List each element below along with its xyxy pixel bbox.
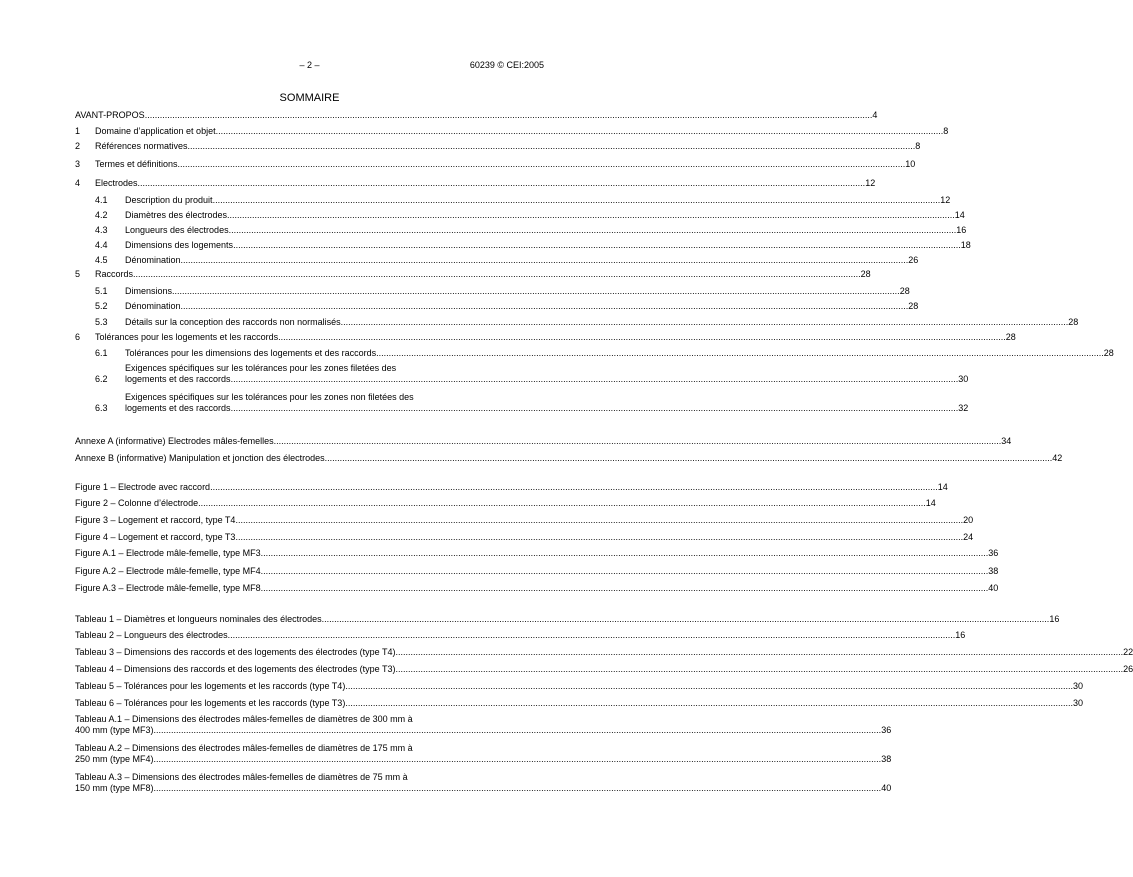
toc-subsection-entry[interactable] [75,363,969,385]
toc-label-continued: 150 mm (type MF8) [75,783,154,793]
toc-page-number: 14 [925,498,936,508]
toc-page-number: 22 [1123,647,1133,657]
toc-label: Dénomination [125,255,181,265]
toc-leader-dots [261,583,989,594]
toc-leader-dots [181,301,909,312]
toc-number: 1 [75,126,81,136]
toc-page-number: 12 [940,195,951,205]
toc-page-number: 24 [963,532,974,542]
toc-leader-dots [261,566,989,577]
toc-page-number: 8 [915,141,921,151]
toc-label: Figure 2 – Colonne d’électrode [75,498,199,508]
toc-label: Raccords [95,269,134,279]
toc-leader-dots [322,614,1050,625]
toc-number: 4.4 [95,240,108,250]
toc-subsection-entry[interactable] [75,301,919,312]
toc-leader-dots [231,403,959,414]
toc-table-entry[interactable] [75,698,1083,709]
toc-leader-dots [154,725,882,736]
toc-number: 6 [75,332,81,342]
toc-leader-dots [233,240,961,251]
toc-leader-dots [376,348,1104,359]
toc-subsection-entry[interactable] [75,195,951,206]
toc-page-number: 30 [958,374,969,384]
toc-leader-dots [178,159,906,170]
toc-page-number: 38 [988,566,999,576]
toc-number: 4 [75,178,81,188]
toc-leader-dots [210,482,938,493]
toc-leader-dots [154,754,882,765]
toc-label-continued: logements et des raccords [125,403,231,413]
toc-label: Domaine d’application et objet [95,126,216,136]
toc-leader-dots [229,225,957,236]
toc-subsection-entry[interactable] [75,225,967,236]
toc-label: Tableau A.1 – Dimensions des électrodes mâles-femelles de diamètres de 300 mm à [75,714,413,724]
toc-leader-dots [138,178,866,189]
toc-number: 5.1 [95,286,108,296]
toc-section-entry[interactable] [75,269,871,280]
toc-leader-dots [216,126,944,137]
toc-section-entry[interactable] [75,110,878,121]
toc-label: Exigences spécifiques sur les tolérances pour les zones non filetées des [125,392,414,402]
toc-label: Figure 4 – Logement et raccord, type T3 [75,532,236,542]
toc-page-number: 34 [1001,436,1012,446]
toc-label: Tableau 5 – Tolérances pour les logements et les raccords (type T4) [75,681,346,691]
toc-subsection-entry[interactable] [75,392,969,414]
toc-table-entry[interactable] [75,772,892,794]
toc-page-number: 14 [954,210,965,220]
toc-page-number: 14 [937,482,948,492]
toc-subsection-entry[interactable] [75,348,1114,359]
toc-page-number: 12 [865,178,876,188]
toc-table-entry[interactable] [75,614,1060,625]
toc-page-number: 28 [1103,348,1114,358]
toc-page-number: 16 [956,225,967,235]
toc-label: Dimensions [125,286,173,296]
toc-table-entry[interactable] [75,647,1133,658]
toc-label: Détails sur la conception des raccords non normalisés [125,317,341,327]
toc-label: Dénomination [125,301,181,311]
toc-number: 4.5 [95,255,108,265]
toc-figure-entry[interactable] [75,482,948,493]
toc-page-number: 28 [860,269,871,279]
toc-leader-dots [345,698,1073,709]
toc-leader-dots [228,630,956,641]
toc-subsection-entry[interactable] [75,240,971,251]
toc-leader-dots [188,141,916,152]
toc-number: 6.1 [95,348,108,358]
toc-label: Tableau A.2 – Dimensions des électrodes mâles-femelles de diamètres de 175 mm à [75,743,413,753]
toc-section-entry[interactable] [75,332,1016,343]
toc-leader-dots [181,255,909,266]
toc-figure-entry[interactable] [75,515,974,526]
toc-number: 6.3 [95,403,108,413]
toc-page-number: 40 [881,783,892,793]
toc-label-continued: 400 mm (type MF3) [75,725,154,735]
toc-table-entry[interactable] [75,681,1083,692]
toc-number: 5.2 [95,301,108,311]
toc-page-number: 16 [955,630,966,640]
toc-label: Tableau 6 – Tolérances pour les logements et les raccords (type T3) [75,698,346,708]
toc-figure-entry[interactable] [75,498,936,509]
toc-figure-entry[interactable] [75,532,974,543]
toc-label: Annexe A (informative) Electrodes mâles-femelles [75,436,274,446]
toc-annex-entry[interactable] [75,436,1012,447]
toc-label: Tableau 2 – Longueurs des électrodes [75,630,228,640]
toc-label: AVANT-PROPOS [75,110,145,120]
toc-leader-dots [235,532,963,543]
toc-leader-dots [227,210,955,221]
toc-page-number: 16 [1049,614,1060,624]
page-title: SOMMAIRE [279,92,340,104]
toc-label: Tolérances pour les logements et les raccords [95,332,279,342]
toc-figure-entry[interactable] [75,548,999,559]
toc-leader-dots [261,548,989,559]
toc-leader-dots [235,515,963,526]
toc-section-entry[interactable] [75,178,876,189]
toc-leader-dots [198,498,926,509]
page-number: – 2 – [299,60,320,70]
toc-label: Annexe B (informative) Manipulation et jonction des électrodes [75,453,325,463]
toc-page-number: 26 [908,255,919,265]
toc-leader-dots [341,317,1069,328]
toc-number: 2 [75,141,81,151]
toc-label: Références normatives [95,141,188,151]
toc-label: Figure A.2 – Electrode mâle-femelle, type MF4 [75,566,261,576]
toc-leader-dots [345,681,1073,692]
toc-annex-entry[interactable] [75,453,1063,464]
toc-page-number: 10 [905,159,916,169]
toc-subsection-entry[interactable] [75,255,919,266]
toc-label: Tableau 4 – Dimensions des raccords et des logements des électrodes (type T3) [75,664,396,674]
toc-leader-dots [274,436,1002,447]
toc-page-number: 36 [881,725,892,735]
toc-label-continued: 250 mm (type MF4) [75,754,154,764]
toc-label: Tolérances pour les dimensions des logements et des raccords [125,348,377,358]
toc-figure-entry[interactable] [75,583,999,594]
toc-leader-dots [325,453,1053,464]
toc-leader-dots [396,647,1124,658]
toc-label: Longueurs des électrodes [125,225,229,235]
toc-leader-dots [396,664,1124,675]
toc-page-number: 28 [899,286,910,296]
toc-number: 5 [75,269,81,279]
toc-section-entry[interactable] [75,159,916,170]
toc-leader-dots [154,783,882,794]
toc-table-entry[interactable] [75,743,892,765]
toc-table-entry[interactable] [75,630,966,641]
toc-label: Dimensions des logements [125,240,234,250]
toc-label: Figure A.3 – Electrode mâle-femelle, type MF8 [75,583,261,593]
toc-number: 6.2 [95,374,108,384]
toc-page-number: 38 [881,754,892,764]
toc-leader-dots [172,286,900,297]
toc-page-number: 36 [988,548,999,558]
toc-subsection-entry[interactable] [75,210,965,221]
document-reference: 60239 © CEI:2005 [469,60,544,70]
toc-leader-dots [145,110,873,121]
toc-section-entry[interactable] [75,126,949,137]
toc-label: Figure 3 – Logement et raccord, type T4 [75,515,236,525]
toc-label: Diamètres des électrodes [125,210,228,220]
toc-label: Figure A.1 – Electrode mâle-femelle, type MF3 [75,548,261,558]
toc-page-number: 20 [963,515,974,525]
toc-label: Tableau 1 – Diamètres et longueurs nominales des électrodes [75,614,322,624]
toc-page-number: 32 [958,403,969,413]
toc-label: Electrodes [95,178,138,188]
toc-label: Figure 1 – Electrode avec raccord [75,482,211,492]
toc-page-number: 28 [908,301,919,311]
toc-page-number: 8 [943,126,949,136]
toc-label: Termes et définitions [95,159,178,169]
toc-label-continued: logements et des raccords [125,374,231,384]
toc-page-number: 28 [1005,332,1016,342]
toc-page-number: 30 [1072,698,1083,708]
toc-table-entry[interactable] [75,714,892,736]
toc-page-number: 18 [960,240,971,250]
toc-subsection-entry[interactable] [75,317,1079,328]
toc-number: 5.3 [95,317,108,327]
toc-number: 3 [75,159,81,169]
toc-page-number: 26 [1123,664,1133,674]
toc-label: Description du produit [125,195,213,205]
toc-page-number: 40 [988,583,999,593]
toc-subsection-entry[interactable] [75,286,910,297]
toc-section-entry[interactable] [75,141,921,152]
toc-leader-dots [213,195,941,206]
toc-page-number: 28 [1068,317,1079,327]
toc-number: 4.1 [95,195,108,205]
toc-leader-dots [278,332,1006,343]
toc-page-number: 42 [1052,453,1063,463]
toc-page-number: 4 [872,110,878,120]
toc-label: Tableau 3 – Dimensions des raccords et des logements des électrodes (type T4) [75,647,396,657]
toc-page-number: 30 [1072,681,1083,691]
toc-number: 4.3 [95,225,108,235]
toc-label: Exigences spécifiques sur les tolérances pour les zones filetées des [125,363,397,373]
toc-figure-entry[interactable] [75,566,999,577]
toc-label: Tableau A.3 – Dimensions des électrodes mâles-femelles de diamètres de 75 mm à [75,772,408,782]
toc-leader-dots [133,269,861,280]
toc-number: 4.2 [95,210,108,220]
toc-table-entry[interactable] [75,664,1133,675]
toc-leader-dots [231,374,959,385]
